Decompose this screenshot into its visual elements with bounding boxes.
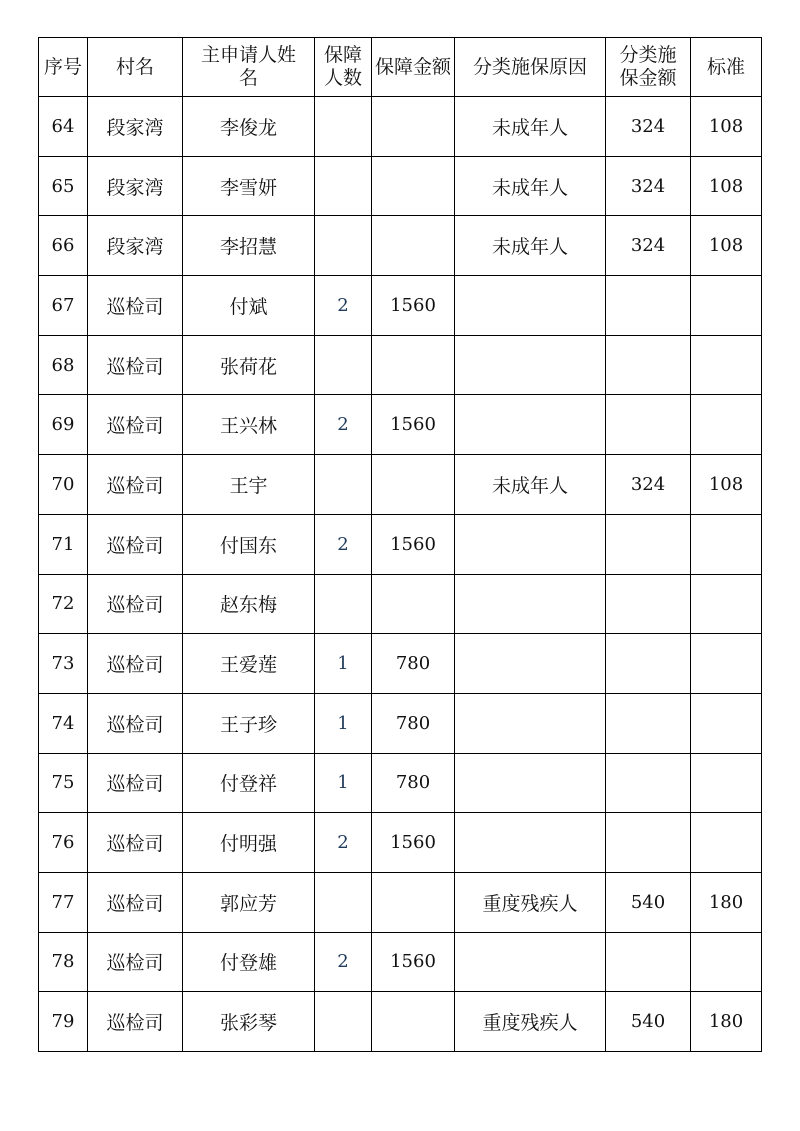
cell-seq: 71 bbox=[39, 514, 88, 574]
cell-amount: 1560 bbox=[372, 813, 455, 873]
cell-amount bbox=[372, 216, 455, 276]
table-row bbox=[39, 455, 762, 515]
cell-reason: 未成年人 bbox=[455, 97, 606, 157]
cell-standard bbox=[691, 395, 762, 455]
cell-class-amount bbox=[606, 813, 691, 873]
cell-standard: 108 bbox=[691, 216, 762, 276]
cell-class-amount: 324 bbox=[606, 156, 691, 216]
header-row bbox=[39, 38, 762, 97]
table-row bbox=[39, 514, 762, 574]
cell-name: 张彩琴 bbox=[183, 992, 315, 1052]
cell-reason bbox=[455, 813, 606, 873]
cell-standard: 108 bbox=[691, 156, 762, 216]
cell-seq: 72 bbox=[39, 574, 88, 634]
cell-seq: 69 bbox=[39, 395, 88, 455]
cell-village: 巡检司 bbox=[88, 455, 183, 515]
cell-name: 李招慧 bbox=[183, 216, 315, 276]
cell-village: 巡检司 bbox=[88, 395, 183, 455]
cell-seq: 78 bbox=[39, 932, 88, 992]
cell-village: 段家湾 bbox=[88, 97, 183, 157]
cell-standard: 108 bbox=[691, 97, 762, 157]
cell-seq: 65 bbox=[39, 156, 88, 216]
header-applicant: 主申请人姓名 bbox=[183, 38, 315, 97]
table-row bbox=[39, 216, 762, 276]
cell-class-amount bbox=[606, 276, 691, 336]
cell-reason: 未成年人 bbox=[455, 156, 606, 216]
cell-standard bbox=[691, 813, 762, 873]
table-row bbox=[39, 276, 762, 336]
table-row bbox=[39, 813, 762, 873]
cell-standard: 180 bbox=[691, 872, 762, 932]
cell-reason bbox=[455, 514, 606, 574]
cell-seq: 79 bbox=[39, 992, 88, 1052]
cell-amount bbox=[372, 992, 455, 1052]
cell-class-amount bbox=[606, 395, 691, 455]
cell-reason: 未成年人 bbox=[455, 455, 606, 515]
cell-reason bbox=[455, 932, 606, 992]
cell-reason bbox=[455, 574, 606, 634]
cell-standard bbox=[691, 514, 762, 574]
table-row bbox=[39, 753, 762, 813]
cell-seq: 68 bbox=[39, 335, 88, 395]
header-reason: 分类施保原因 bbox=[455, 38, 606, 97]
table-row bbox=[39, 574, 762, 634]
cell-village: 巡检司 bbox=[88, 872, 183, 932]
table-row bbox=[39, 335, 762, 395]
cell-village: 巡检司 bbox=[88, 335, 183, 395]
cell-persons bbox=[315, 455, 372, 515]
cell-seq: 75 bbox=[39, 753, 88, 813]
cell-amount: 1560 bbox=[372, 932, 455, 992]
cell-village: 巡检司 bbox=[88, 693, 183, 753]
cell-class-amount: 324 bbox=[606, 97, 691, 157]
cell-reason bbox=[455, 634, 606, 694]
cell-amount: 1560 bbox=[372, 514, 455, 574]
cell-amount: 780 bbox=[372, 753, 455, 813]
cell-standard bbox=[691, 335, 762, 395]
cell-reason bbox=[455, 753, 606, 813]
cell-persons: 1 bbox=[315, 753, 372, 813]
cell-name: 李俊龙 bbox=[183, 97, 315, 157]
cell-amount bbox=[372, 455, 455, 515]
table-row bbox=[39, 992, 762, 1052]
cell-class-amount bbox=[606, 574, 691, 634]
cell-reason bbox=[455, 335, 606, 395]
cell-seq: 77 bbox=[39, 872, 88, 932]
cell-village: 巡检司 bbox=[88, 992, 183, 1052]
cell-class-amount bbox=[606, 753, 691, 813]
cell-persons bbox=[315, 335, 372, 395]
cell-class-amount bbox=[606, 514, 691, 574]
cell-name: 郭应芳 bbox=[183, 872, 315, 932]
cell-class-amount: 540 bbox=[606, 992, 691, 1052]
cell-reason: 重度残疾人 bbox=[455, 992, 606, 1052]
cell-seq: 74 bbox=[39, 693, 88, 753]
cell-amount: 1560 bbox=[372, 395, 455, 455]
cell-village: 巡检司 bbox=[88, 514, 183, 574]
cell-name: 赵东梅 bbox=[183, 574, 315, 634]
cell-name: 张荷花 bbox=[183, 335, 315, 395]
cell-class-amount bbox=[606, 932, 691, 992]
cell-class-amount bbox=[606, 634, 691, 694]
cell-amount: 1560 bbox=[372, 276, 455, 336]
header-standard: 标准 bbox=[691, 38, 762, 97]
cell-name: 王宇 bbox=[183, 455, 315, 515]
cell-persons: 2 bbox=[315, 932, 372, 992]
table-body bbox=[39, 97, 762, 1052]
table-row bbox=[39, 634, 762, 694]
cell-persons: 1 bbox=[315, 634, 372, 694]
cell-name: 付登祥 bbox=[183, 753, 315, 813]
cell-class-amount: 540 bbox=[606, 872, 691, 932]
cell-village: 巡检司 bbox=[88, 634, 183, 694]
cell-seq: 70 bbox=[39, 455, 88, 515]
cell-persons bbox=[315, 872, 372, 932]
cell-village: 巡检司 bbox=[88, 753, 183, 813]
cell-reason bbox=[455, 693, 606, 753]
table-row bbox=[39, 395, 762, 455]
cell-reason bbox=[455, 276, 606, 336]
table-row bbox=[39, 932, 762, 992]
cell-village: 巡检司 bbox=[88, 813, 183, 873]
table-row bbox=[39, 156, 762, 216]
cell-village: 巡检司 bbox=[88, 574, 183, 634]
cell-persons bbox=[315, 992, 372, 1052]
cell-amount bbox=[372, 156, 455, 216]
cell-amount bbox=[372, 335, 455, 395]
cell-village: 巡检司 bbox=[88, 276, 183, 336]
cell-persons bbox=[315, 97, 372, 157]
cell-name: 王爱莲 bbox=[183, 634, 315, 694]
cell-name: 王兴林 bbox=[183, 395, 315, 455]
cell-name: 付国东 bbox=[183, 514, 315, 574]
cell-standard: 180 bbox=[691, 992, 762, 1052]
cell-class-amount: 324 bbox=[606, 216, 691, 276]
cell-name: 付登雄 bbox=[183, 932, 315, 992]
cell-village: 段家湾 bbox=[88, 216, 183, 276]
cell-standard bbox=[691, 753, 762, 813]
header-class-amount: 分类施保金额 bbox=[606, 38, 691, 97]
cell-seq: 76 bbox=[39, 813, 88, 873]
cell-village: 巡检司 bbox=[88, 932, 183, 992]
cell-standard bbox=[691, 932, 762, 992]
cell-amount: 780 bbox=[372, 693, 455, 753]
table-row bbox=[39, 693, 762, 753]
cell-reason: 重度残疾人 bbox=[455, 872, 606, 932]
cell-village: 段家湾 bbox=[88, 156, 183, 216]
cell-amount bbox=[372, 574, 455, 634]
cell-persons: 2 bbox=[315, 276, 372, 336]
header-persons: 保障人数 bbox=[315, 38, 372, 97]
cell-standard bbox=[691, 693, 762, 753]
cell-seq: 66 bbox=[39, 216, 88, 276]
cell-name: 付斌 bbox=[183, 276, 315, 336]
cell-class-amount bbox=[606, 693, 691, 753]
cell-class-amount bbox=[606, 335, 691, 395]
cell-reason: 未成年人 bbox=[455, 216, 606, 276]
cell-persons: 2 bbox=[315, 813, 372, 873]
cell-standard bbox=[691, 574, 762, 634]
cell-persons bbox=[315, 216, 372, 276]
cell-name: 王子珍 bbox=[183, 693, 315, 753]
cell-seq: 64 bbox=[39, 97, 88, 157]
cell-persons bbox=[315, 156, 372, 216]
cell-persons: 1 bbox=[315, 693, 372, 753]
cell-class-amount: 324 bbox=[606, 455, 691, 515]
welfare-table bbox=[38, 37, 762, 1052]
cell-persons: 2 bbox=[315, 395, 372, 455]
header-amount: 保障金额 bbox=[372, 38, 455, 97]
cell-name: 李雪妍 bbox=[183, 156, 315, 216]
cell-standard bbox=[691, 276, 762, 336]
header-seq: 序号 bbox=[39, 38, 88, 97]
cell-standard bbox=[691, 634, 762, 694]
cell-seq: 67 bbox=[39, 276, 88, 336]
table-row bbox=[39, 872, 762, 932]
cell-persons bbox=[315, 574, 372, 634]
header-village: 村名 bbox=[88, 38, 183, 97]
cell-seq: 73 bbox=[39, 634, 88, 694]
cell-name: 付明强 bbox=[183, 813, 315, 873]
cell-standard: 108 bbox=[691, 455, 762, 515]
cell-persons: 2 bbox=[315, 514, 372, 574]
cell-reason bbox=[455, 395, 606, 455]
table-row bbox=[39, 97, 762, 157]
cell-amount bbox=[372, 872, 455, 932]
cell-amount bbox=[372, 97, 455, 157]
cell-amount: 780 bbox=[372, 634, 455, 694]
